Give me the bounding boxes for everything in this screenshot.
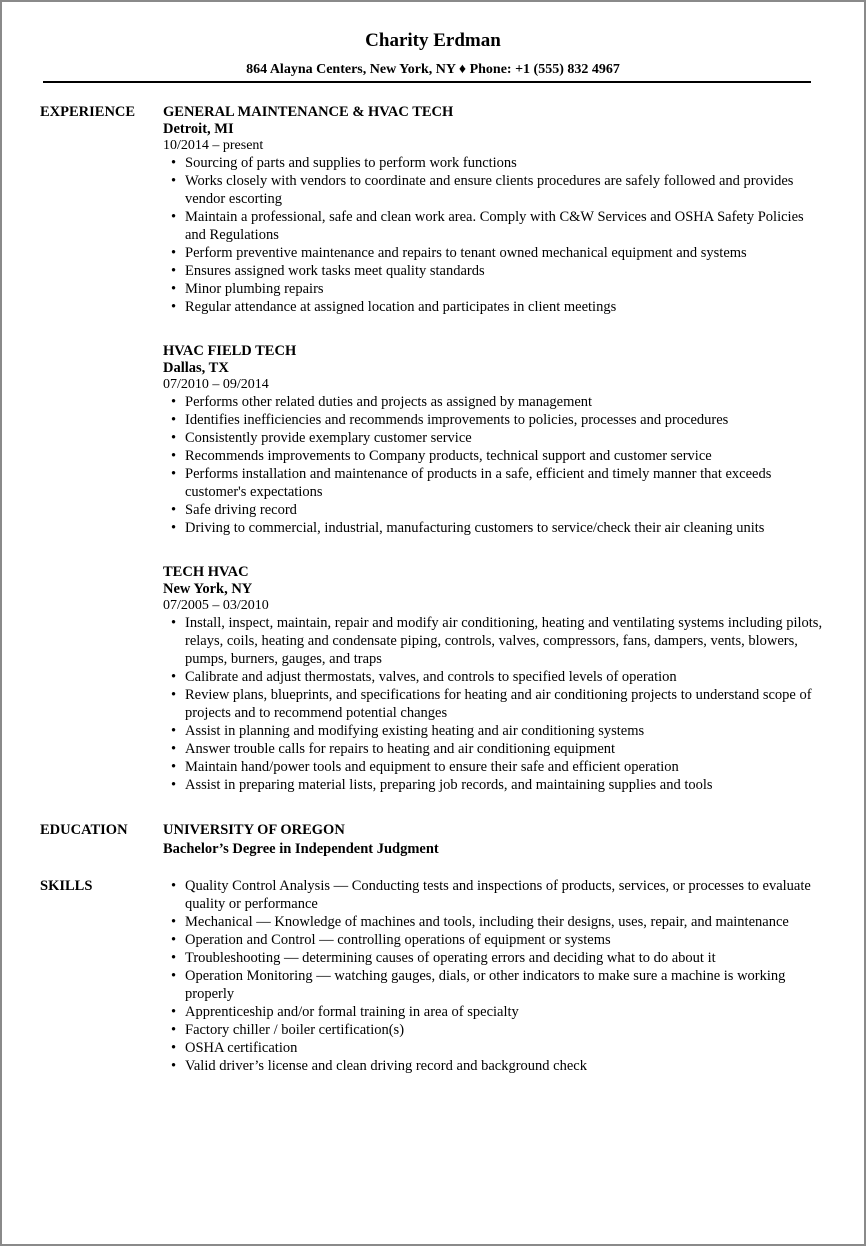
list-item: • Factory chiller / boiler certification(s) [163, 1021, 823, 1039]
list-item: • Works closely with vendors to coordinate and ensure clients procedures are safely followed and provides vendor escorting [163, 172, 823, 208]
list-item: • Performs other related duties and projects as assigned by management [163, 393, 823, 411]
skills-list [163, 877, 823, 1075]
job-bullets [163, 154, 823, 316]
job-dates: 07/2010 – 09/2014 [163, 377, 269, 392]
job-title: TECH HVAC [163, 564, 249, 580]
list-item: • OSHA certification [163, 1039, 823, 1057]
list-item: • Review plans, blueprints, and specifications for heating and air conditioning projects to understand scope of projects and to recommend potential changes [163, 686, 823, 722]
list-item: • Operation and Control — controlling operations of equipment or systems [163, 931, 823, 949]
degree: Bachelor’s Degree in Independent Judgment [163, 841, 439, 857]
header-divider [43, 81, 811, 83]
job-location: New York, NY [163, 581, 253, 597]
section-title-experience: EXPERIENCE [40, 104, 136, 120]
list-item: • Performs installation and maintenance of products in a safe, efficient and timely manner that exceeds customer's expectations [163, 465, 823, 501]
job-bullets [163, 614, 823, 794]
list-item: • Troubleshooting — determining causes of operating errors and deciding what to do about it [163, 949, 823, 967]
list-item: • Assist in planning and modifying existing heating and air conditioning systems [163, 722, 823, 740]
job-location: Detroit, MI [163, 121, 234, 137]
list-item: • Quality Control Analysis — Conducting tests and inspections of products, services, or processes to evaluate quality or performance [163, 877, 823, 913]
list-item: • Consistently provide exemplary customer service [163, 429, 823, 447]
list-item: • Answer trouble calls for repairs to heating and air conditioning equipment [163, 740, 823, 758]
list-item: • Ensures assigned work tasks meet quality standards [163, 262, 823, 280]
list-item: • Maintain a professional, safe and clean work area. Comply with C&W Services and OSHA Safety Policies and Regulations [163, 208, 823, 244]
list-item: • Sourcing of parts and supplies to perform work functions [163, 154, 823, 172]
list-item: • Install, inspect, maintain, repair and modify air conditioning, heating and ventilating systems including pilots, relays, coils, heating and condensate piping, controls, valves, compressors, fans, dampers, vents, blowers, pumps, burners, gauges, and traps [163, 614, 823, 668]
job-title: GENERAL MAINTENANCE & HVAC TECH [163, 104, 454, 120]
job-title: HVAC FIELD TECH [163, 343, 297, 359]
job-bullets [163, 393, 823, 537]
list-item: • Perform preventive maintenance and repairs to tenant owned mechanical equipment and systems [163, 244, 823, 262]
list-item: • Regular attendance at assigned location and participates in client meetings [163, 298, 823, 316]
section-title-education: EDUCATION [40, 822, 128, 838]
list-item: • Operation Monitoring — watching gauges, dials, or other indicators to make sure a machine is working properly [163, 967, 823, 1003]
job-dates: 07/2005 – 03/2010 [163, 598, 269, 613]
list-item: • Recommends improvements to Company products, technical support and customer service [163, 447, 823, 465]
school-name: UNIVERSITY OF OREGON [163, 822, 345, 838]
experience-body [163, 103, 823, 816]
list-item: • Assist in preparing material lists, preparing job records, and maintaining supplies and tools [163, 776, 823, 794]
job-entry [163, 103, 823, 316]
list-item: • Safe driving record [163, 501, 823, 519]
candidate-name: Charity Erdman [365, 30, 501, 51]
list-item: • Valid driver’s license and clean driving record and background check [163, 1057, 823, 1075]
list-item: • Calibrate and adjust thermostats, valves, and controls to specified levels of operation [163, 668, 823, 686]
list-item: • Mechanical — Knowledge of machines and tools, including their designs, uses, repair, and maintenance [163, 913, 823, 931]
job-entry [163, 342, 823, 537]
list-item: • Maintain hand/power tools and equipment to ensure their safe and efficient operation [163, 758, 823, 776]
job-entry [163, 563, 823, 794]
list-item: • Apprenticeship and/or formal training in area of specialty [163, 1003, 823, 1021]
job-dates: 10/2014 – present [163, 138, 264, 153]
list-item: • Driving to commercial, industrial, manufacturing customers to service/check their air cleaning units [163, 519, 823, 537]
contact-line: 864 Alayna Centers, New York, NY ♦ Phone: +1 (555) 832 4967 [246, 62, 620, 77]
job-location: Dallas, TX [163, 360, 229, 376]
education-body [163, 821, 823, 859]
list-item: • Minor plumbing repairs [163, 280, 823, 298]
list-item: • Identifies inefficiencies and recommends improvements to policies, processes and procedures [163, 411, 823, 429]
skills-body [163, 877, 823, 1075]
section-title-skills: SKILLS [40, 878, 93, 894]
